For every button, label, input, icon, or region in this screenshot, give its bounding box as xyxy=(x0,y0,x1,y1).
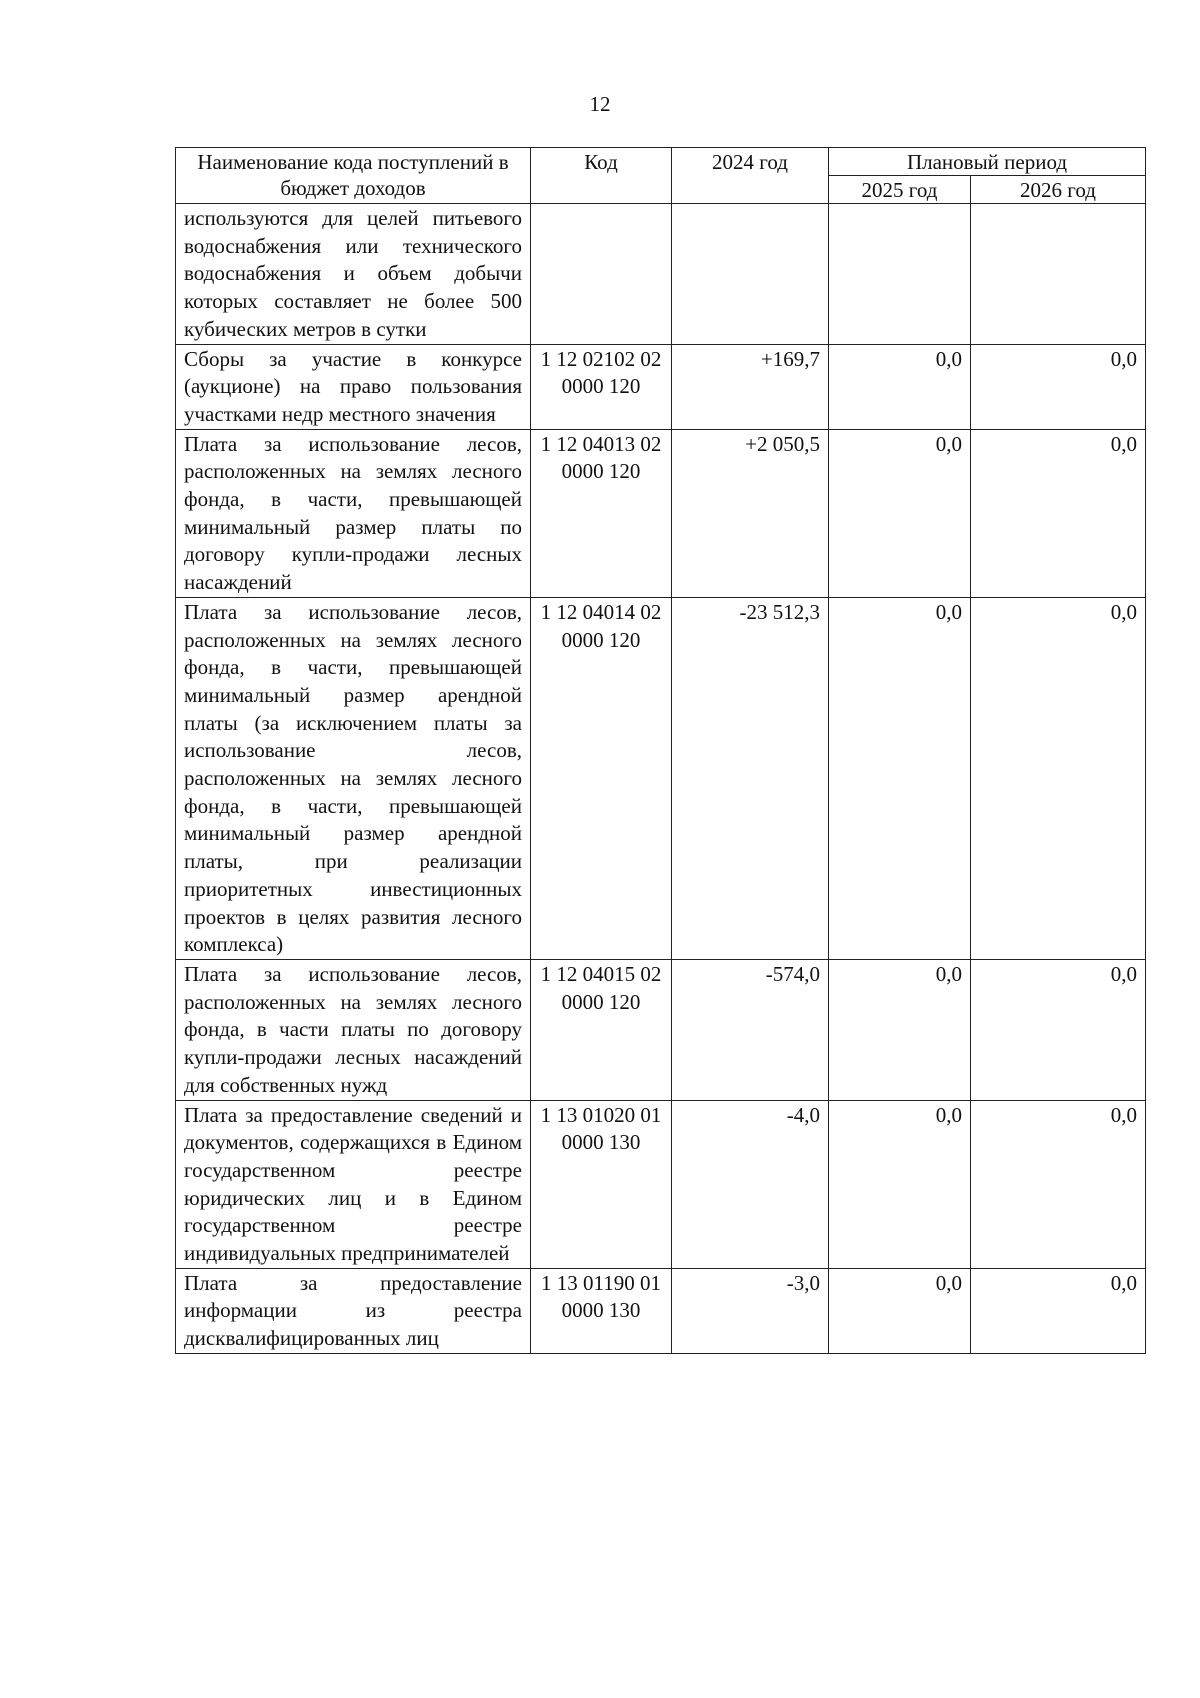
row-value-2026: 0,0 xyxy=(971,959,1146,1100)
row-code: 1 13 01020 01 0000 130 xyxy=(531,1100,672,1268)
table-row xyxy=(176,344,1146,429)
row-name: Сборы за участие в конкурсе (аукционе) на право пользования участками недр местного значения xyxy=(176,344,531,429)
header-year-2025: 2025 год xyxy=(829,176,971,204)
row-name: Плата за использование лесов, расположенных на землях лесного фонда, в части, превышающей минимальный размер платы по договору купли-продажи лесных насаждений xyxy=(176,429,531,597)
table-row xyxy=(176,204,1146,345)
table-row xyxy=(176,597,1146,959)
header-year-2024: 2024 год xyxy=(672,148,829,204)
row-code: 1 12 04013 02 0000 120 xyxy=(531,429,672,597)
header-planning-period: Плановый период xyxy=(829,148,1146,176)
table-row xyxy=(176,1100,1146,1268)
row-name: Плата за использование лесов, расположенных на землях лесного фонда, в части, превышающей минимальный размер арендной платы (за исключением платы за использование лесов, расположенных на землях лесного фонда, в части, превышающей минимальный размер арендной платы, при реализации приоритетных инвестиционных проектов в целях развития лесного комплекса) xyxy=(176,597,531,959)
row-name: Плата за предоставление информации из реестра дисквалифицированных лиц xyxy=(176,1268,531,1353)
header-year-2026: 2026 год xyxy=(971,176,1146,204)
row-value-2025: 0,0 xyxy=(829,1100,971,1268)
table-header-row xyxy=(176,148,1146,176)
row-value-2026: 0,0 xyxy=(971,429,1146,597)
table-row xyxy=(176,429,1146,597)
row-value-2024 xyxy=(672,204,829,345)
row-value-2025: 0,0 xyxy=(829,1268,971,1353)
row-value-2024: -23 512,3 xyxy=(672,597,829,959)
header-name: Наименование кода поступлений в бюджет доходов xyxy=(176,148,531,204)
row-value-2026 xyxy=(971,204,1146,345)
revenue-table xyxy=(175,147,1146,1354)
row-value-2024: -574,0 xyxy=(672,959,829,1100)
header-code: Код xyxy=(531,148,672,204)
row-value-2026: 0,0 xyxy=(971,1100,1146,1268)
row-value-2026: 0,0 xyxy=(971,1268,1146,1353)
row-value-2026: 0,0 xyxy=(971,597,1146,959)
row-value-2026: 0,0 xyxy=(971,344,1146,429)
row-name: Плата за использование лесов, расположенных на землях лесного фонда, в части платы по договору купли-продажи лесных насаждений для собственных нужд xyxy=(176,959,531,1100)
row-value-2025 xyxy=(829,204,971,345)
row-value-2024: +169,7 xyxy=(672,344,829,429)
row-code: 1 13 01190 01 0000 130 xyxy=(531,1268,672,1353)
row-value-2024: -4,0 xyxy=(672,1100,829,1268)
row-code xyxy=(531,204,672,345)
row-value-2025: 0,0 xyxy=(829,959,971,1100)
row-name: используются для целей питьевого водоснабжения или технического водоснабжения и объем добычи которых составляет не более 500 кубических метров в сутки xyxy=(176,204,531,345)
row-value-2025: 0,0 xyxy=(829,429,971,597)
row-value-2025: 0,0 xyxy=(829,344,971,429)
row-code: 1 12 04014 02 0000 120 xyxy=(531,597,672,959)
row-value-2024: -3,0 xyxy=(672,1268,829,1353)
page-number: 12 xyxy=(589,92,611,116)
row-value-2025: 0,0 xyxy=(829,597,971,959)
table-row xyxy=(176,1268,1146,1353)
row-name: Плата за предоставление сведений и документов, содержащихся в Едином государственном реестре юридических лиц и в Едином государственном реестре индивидуальных предпринимателей xyxy=(176,1100,531,1268)
table-row xyxy=(176,959,1146,1100)
row-code: 1 12 04015 02 0000 120 xyxy=(531,959,672,1100)
row-code: 1 12 02102 02 0000 120 xyxy=(531,344,672,429)
row-value-2024: +2 050,5 xyxy=(672,429,829,597)
